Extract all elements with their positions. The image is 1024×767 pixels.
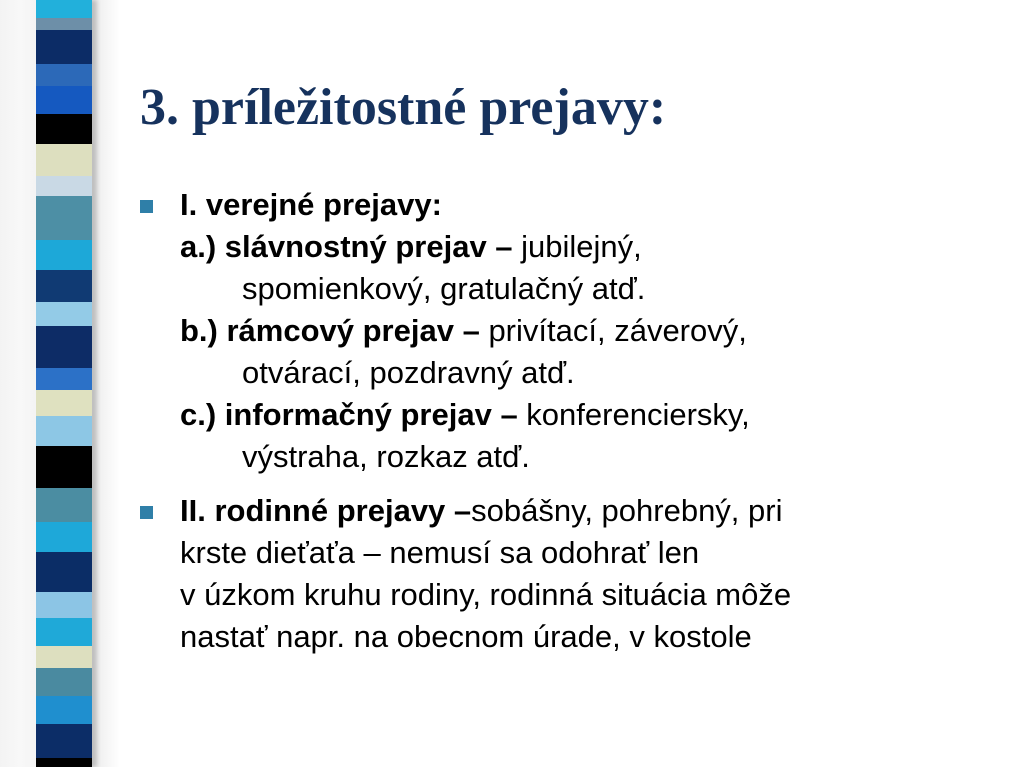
stripe-block (36, 724, 92, 758)
continuation-text: výstraha, rozkaz atď. (242, 439, 530, 474)
stripe-block (36, 176, 92, 196)
body-line (180, 574, 1000, 616)
stripe-block (36, 668, 92, 696)
stripe-block (36, 0, 92, 18)
stripe-block (36, 446, 92, 488)
subitem-description: jubilejný, (512, 229, 642, 264)
subitem-term: b.) rámcový prejav – (180, 313, 480, 348)
subitem-term: a.) slávnostný prejav – (180, 229, 513, 264)
stripe-block (36, 114, 92, 144)
stripe-block (36, 488, 92, 522)
stripe-block (36, 368, 92, 390)
body-line-text: nastať napr. na obecnom úrade, v kostole (180, 619, 752, 654)
continuation-text: otvárací, pozdravný atď. (242, 355, 575, 390)
bullet-heading-line (180, 184, 1000, 226)
stripe-block (36, 240, 92, 270)
bullet-heading-bold: II. rodinné prejavy – (180, 493, 472, 528)
subitem-term: c.) informačný prejav – (180, 397, 518, 432)
bullet-heading-regular: sobášny, pohrebný, pri (471, 493, 783, 528)
stripe-block (36, 144, 92, 176)
stripe-block (36, 64, 92, 86)
bullet-list (140, 184, 1000, 658)
stripe-block (36, 326, 92, 368)
subitem-line (180, 310, 1000, 352)
subitem-line (180, 394, 1000, 436)
stripe-block (36, 646, 92, 668)
bullet-heading-bold: I. verejné prejavy: (180, 187, 442, 222)
square-bullet-icon (140, 506, 153, 519)
bullet-heading-line (180, 490, 1000, 532)
stripe-block (36, 270, 92, 302)
continuation-line (180, 436, 1000, 478)
stripe-block (36, 196, 92, 240)
bullet-item-family-speeches (140, 490, 1000, 658)
subitem-description: privítací, záverový, (479, 313, 747, 348)
body-line-text: krste dieťaťa – nemusí sa odohrať len (180, 535, 700, 570)
continuation-line (180, 268, 1000, 310)
stripe-block (36, 758, 92, 767)
body-line-text: v úzkom kruhu rodiny, rodinná situácia môže (180, 577, 792, 612)
stripe-block (36, 30, 92, 64)
slide-title: 3. príležitostné prejavy: (140, 79, 667, 136)
stripe-block (36, 552, 92, 592)
continuation-line (180, 352, 1000, 394)
body-line (180, 616, 1000, 658)
stripe-block (36, 390, 92, 416)
stripe-block (36, 618, 92, 646)
square-bullet-icon (140, 200, 153, 213)
stripe-block (36, 302, 92, 326)
subitem-line (180, 226, 1000, 268)
bullet-item-public-speeches (140, 184, 1000, 478)
continuation-text: spomienkový, gratulačný atď. (242, 271, 646, 306)
decorative-stripe (36, 0, 92, 767)
stripe-block (36, 522, 92, 552)
stripe-block (36, 696, 92, 724)
stripe-block (36, 18, 92, 30)
stripe-block (36, 86, 92, 114)
subitem-description: konferenciersky, (517, 397, 750, 432)
body-line (180, 532, 1000, 574)
stripe-block (36, 416, 92, 446)
stripe-block (36, 592, 92, 618)
